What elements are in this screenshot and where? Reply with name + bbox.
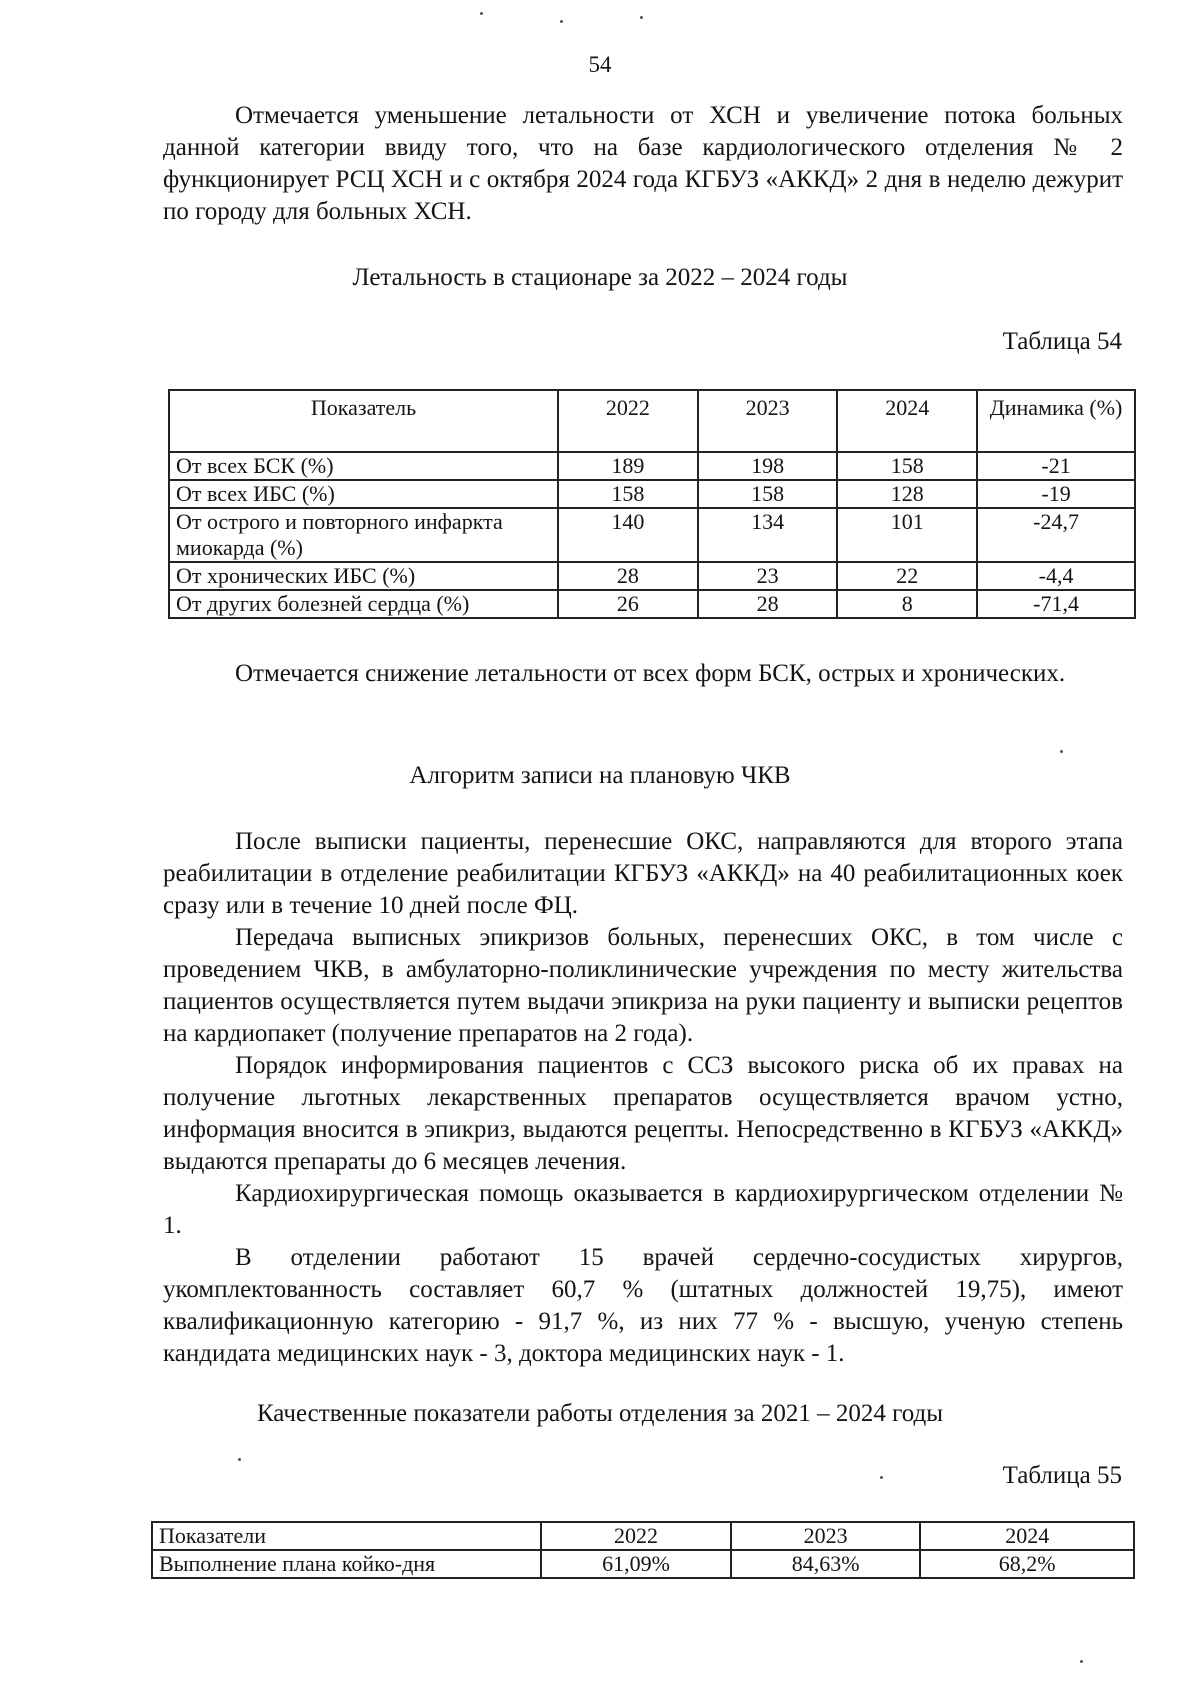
table-cell: 28: [698, 590, 838, 618]
page-number: 54: [588, 52, 612, 77]
table-row: [169, 452, 1135, 480]
paragraph-1: Отмечается уменьшение летальности от ХСН и увеличение потока больных данной категории ввиду того, что на базе кардиологического отделения № 2 функционирует РСЦ ХСН и с октября 2024 года КГБУЗ «АККД» 2 дня в неделю дежурит по городу для больных ХСН.: [163, 102, 1123, 225]
scan-speck: [880, 1476, 883, 1479]
table-cell: 84,63%: [731, 1550, 921, 1578]
table-row: [152, 1550, 1134, 1578]
table55-label: Таблица 55: [1002, 1462, 1122, 1489]
table-cell: 22: [837, 562, 977, 590]
paragraph-6: Кардиохирургическая помощь оказывается в кардиохирургическом отделении № 1.: [163, 1180, 1123, 1239]
table-cell: 158: [837, 452, 977, 480]
table-cell: 158: [698, 480, 838, 508]
table55-header-row: [152, 1522, 1134, 1550]
table-cell: 23: [698, 562, 838, 590]
section-title: Алгоритм записи на плановую ЧКВ: [409, 762, 791, 789]
table-row: [169, 508, 1135, 562]
table55-header-cell: 2023: [731, 1522, 921, 1550]
paragraph-3: После выписки пациенты, перенесшие ОКС, направляются для второго этапа реабилитации в отделение реабилитации КГБУЗ «АККД» на 40 реабилитационных коек сразу или в течение 10 дней после ФЦ.: [163, 828, 1123, 919]
table55-title: Качественные показатели работы отделения за 2021 – 2024 годы: [256, 1400, 944, 1427]
table-cell: От хронических ИБС (%): [169, 562, 558, 590]
paragraph-4: Передача выписных эпикризов больных, перенесших ОКС, в том числе с проведением ЧКВ, в амбулаторно-поликлинические учреждения по месту жительства пациентов осуществляется путем выдачи эпикриза на руки пациенту и выписки рецептов на кардиопакет (получение препаратов на 2 года).: [163, 924, 1123, 1047]
table-row: [169, 562, 1135, 590]
paragraph-5: Порядок информирования пациентов с ССЗ высокого риска об их правах на получение льготных лекарственных препаратов осуществляется врачом устно, информация вносится в эпикриз, выдаются рецепты. Непосредственно в КГБУЗ «АККД» выдаются препараты до 6 месяцев лечения.: [163, 1052, 1123, 1175]
table-cell: -4,4: [977, 562, 1135, 590]
table-cell: 189: [558, 452, 698, 480]
table54-header-cell: Динамика (%): [977, 390, 1135, 452]
table-cell: -21: [977, 452, 1135, 480]
table54-header-cell: 2023: [698, 390, 838, 452]
table-cell: От острого и повторного инфаркта миокарда (%): [169, 508, 558, 562]
table-cell: От других болезней сердца (%): [169, 590, 558, 618]
table-cell: 198: [698, 452, 838, 480]
table55-header-cell: 2024: [920, 1522, 1134, 1550]
table-row: [169, 590, 1135, 618]
table54-header-cell: 2024: [837, 390, 977, 452]
scan-speck: [1080, 1660, 1083, 1663]
table-cell: 158: [558, 480, 698, 508]
table-cell: От всех ИБС (%): [169, 480, 558, 508]
table-cell: 134: [698, 508, 838, 562]
table-55: [151, 1521, 1135, 1579]
table54-label: Таблица 54: [1002, 328, 1122, 355]
table-cell: От всех БСК (%): [169, 452, 558, 480]
paragraph-7: В отделении работают 15 врачей сердечно-сосудистых хирургов, укомплектованность составляет 60,7 % (штатных должностей 19,75), имеют квалификационную категорию - 91,7 %, из них 77 % - высшую, ученую степень кандидата медицинских наук - 3, доктора медицинских наук - 1.: [163, 1244, 1123, 1367]
table-cell: 28: [558, 562, 698, 590]
table-54: [168, 389, 1136, 619]
table-row: [169, 480, 1135, 508]
table54-header-cell: Показатель: [169, 390, 558, 452]
table-cell: 8: [837, 590, 977, 618]
table-cell: 68,2%: [920, 1550, 1134, 1578]
table-cell: -19: [977, 480, 1135, 508]
paragraph-2: Отмечается снижение летальности от всех форм БСК, острых и хронических.: [235, 660, 1066, 687]
table-cell: -24,7: [977, 508, 1135, 562]
table55-header-cell: Показатели: [152, 1522, 541, 1550]
table-cell: 140: [558, 508, 698, 562]
table-cell: -71,4: [977, 590, 1135, 618]
scan-speck: [480, 12, 483, 15]
scan-speck: [560, 20, 563, 23]
scan-speck: [1060, 750, 1063, 753]
table54-header-cell: 2022: [558, 390, 698, 452]
table-cell: 101: [837, 508, 977, 562]
table54-title: Летальность в стационаре за 2022 – 2024 годы: [352, 264, 848, 291]
table-cell: Выполнение плана койко-дня: [152, 1550, 541, 1578]
scan-speck: [640, 16, 643, 19]
table-cell: 26: [558, 590, 698, 618]
table55-header-cell: 2022: [541, 1522, 731, 1550]
scan-speck: [238, 1458, 241, 1461]
table54-header-row: [169, 390, 1135, 452]
table-cell: 61,09%: [541, 1550, 731, 1578]
table-cell: 128: [837, 480, 977, 508]
